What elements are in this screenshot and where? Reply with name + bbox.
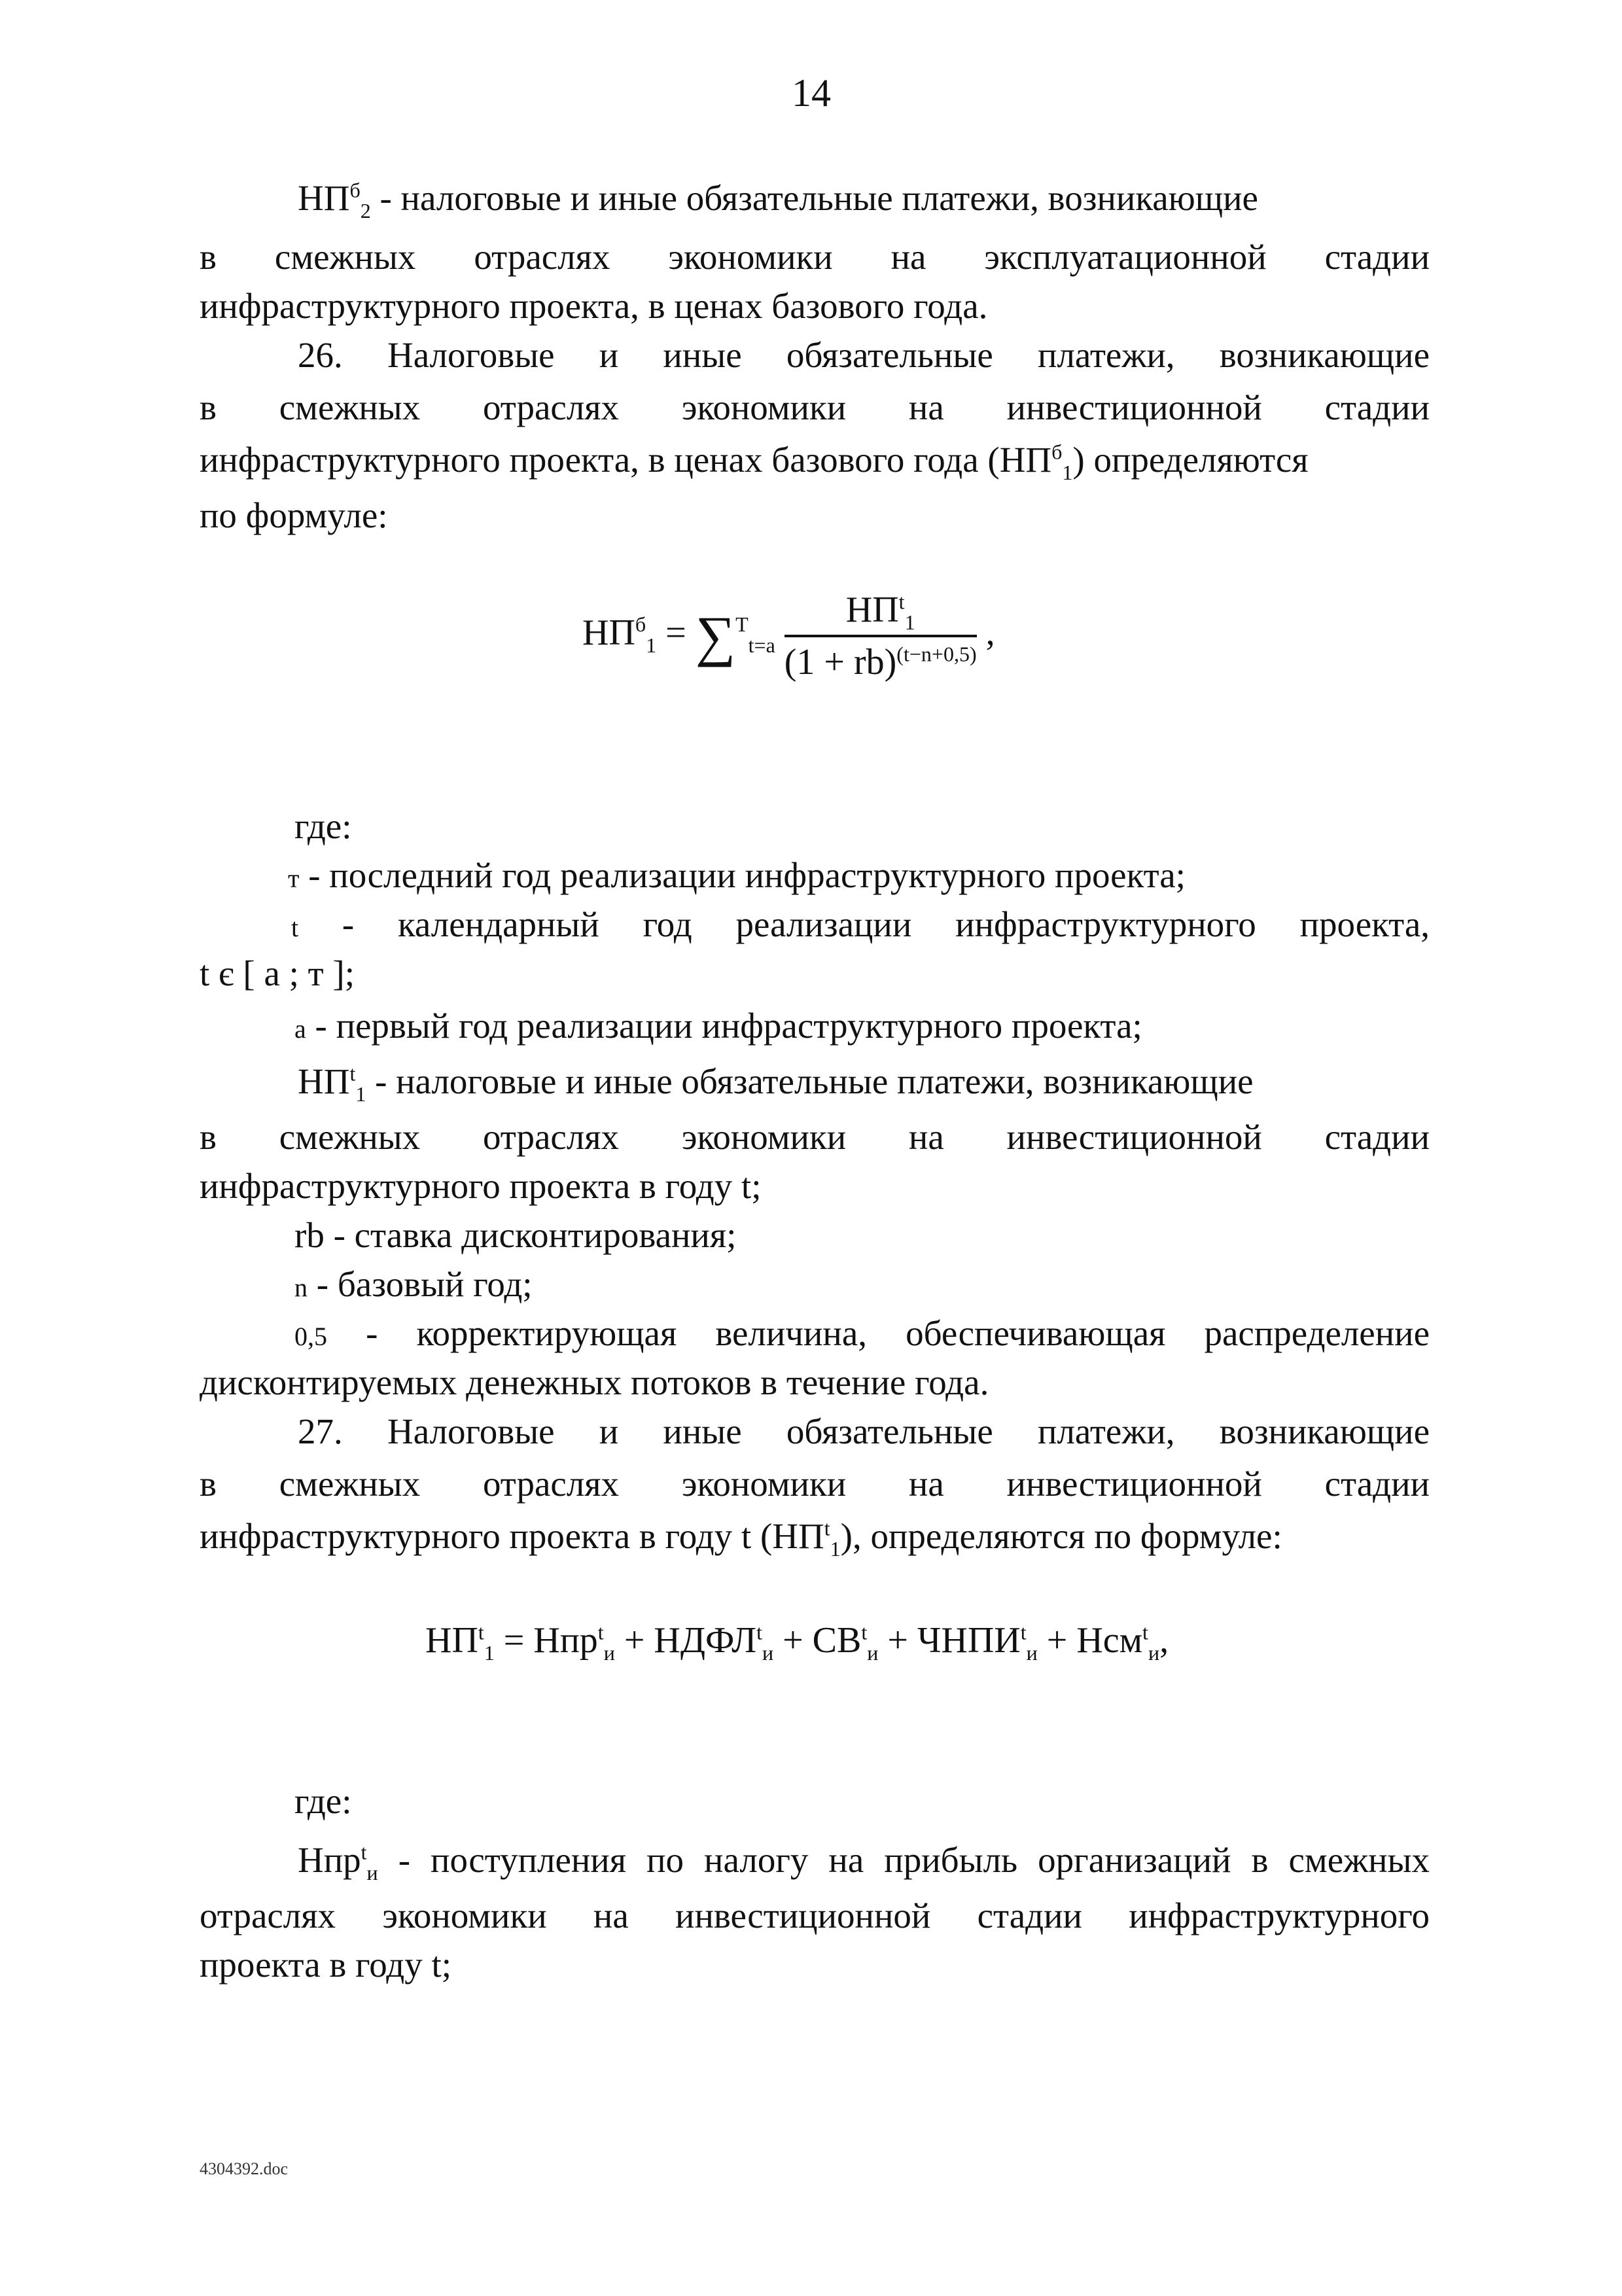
formula1-numerator [785,589,977,637]
formula2-eq: = [494,1620,534,1661]
np2-symbol: НП [298,178,350,218]
where1-np-line2: в смежных отраслях экономики на инвестиционной стадии [200,1117,1430,1157]
term-sv-sub: и [867,1641,879,1665]
npr-sup: t [361,1840,367,1864]
p26-line3-b: ) определяются [1072,440,1309,480]
plus-2: + [773,1620,813,1661]
p27-line3-a: инфраструктурного проекта в году t ( [200,1516,773,1556]
formula1-den-exp: (t−n+0,5) [896,642,977,666]
where2-npr [298,1839,1430,1882]
term-ndfl-sub: и [762,1641,774,1665]
formula1-denominator [785,637,977,683]
where1-T [288,854,1430,900]
formula1-lhs-sup: б [635,612,646,637]
term-chnpi: ЧНПИ [917,1620,1021,1661]
where1-t [291,903,1430,949]
a-symbol: a [294,1014,306,1044]
p1-line3: инфраструктурного проекта, в ценах базового года. [200,286,988,326]
p26-line4: по формуле: [200,495,388,535]
formula1-eq: = [665,612,686,653]
np2-sub: 2 [360,199,371,222]
T-symbol: т [288,864,300,893]
p26-line1: 26. Налоговые и иные обязательные платежи, возникающие [298,335,1430,375]
t-symbol: t [291,913,299,942]
formula1-lhs-sub: 1 [646,633,657,658]
n-text: - базовый год; [308,1264,533,1304]
where1-np [298,1060,1430,1106]
plus-1: + [614,1620,654,1661]
plus-3: + [878,1620,917,1661]
p27-line3 [200,1515,1430,1561]
npr-text: - поступления по налогу на прибыль организаций в смежных [378,1840,1430,1880]
p26-line3 [200,438,1430,482]
p26-line3-a: инфраструктурного проекта, в ценах базового года ( [200,440,1000,480]
term-npr-sup: t [597,1620,604,1644]
term-chnpi-sub: и [1026,1641,1038,1665]
formula1-num-sub: 1 [904,610,915,635]
term-sv: СВ [812,1620,862,1661]
where1-a [294,1004,1525,1051]
term-ndfl-sup: t [756,1620,762,1644]
formula-1 [582,589,995,683]
np2-sup: б [349,178,361,202]
a-text: - первый год реализации инфраструктурного проекта; [306,1006,1142,1046]
where1-t-range: t є [ a ; т ]; [200,953,355,993]
p27-line2: в смежных отраслях экономики на инвестиционной стадии [200,1464,1430,1504]
p27-line3-b: ), определяются по формуле: [840,1516,1282,1556]
p1-line1 [298,177,1430,220]
plus-4: + [1037,1620,1077,1661]
np1t-sup-2: t [824,1516,830,1540]
npr-sub: и [366,1861,378,1884]
np1t-symbol-2: НП [772,1516,824,1556]
formula1-num-sup: t [898,590,905,614]
where1-np-line3: инфраструктурного проекта в году t; [200,1166,762,1206]
footer-filename: 4304392.doc [200,2159,289,2178]
term-sv-sup: t [861,1620,868,1644]
npr-symbol: Нпр [298,1840,361,1880]
where2-gde: где: [294,1781,352,1821]
np1t-sub-2: 1 [830,1537,841,1561]
np1b-sup: б [1051,440,1063,464]
formula1-lhs: НП [582,612,635,653]
term-nsm-sup: t [1142,1620,1148,1644]
np1b-sub: 1 [1062,461,1073,484]
formula1-den-base: (1 + rb) [784,642,897,682]
formula-2 [425,1619,1169,1665]
np1t-text: - налоговые и иные обязательные платежи, возникающие [366,1061,1254,1101]
where1-n [294,1263,1525,1309]
sigma-sub: t=a [748,633,775,658]
formula2-lhs: НП [425,1620,478,1661]
n-symbol: n [294,1273,308,1302]
formula2-lhs-sup: t [478,1620,484,1644]
np1b-symbol: НП [999,440,1052,480]
formula2-lhs-sub: 1 [484,1641,495,1665]
term-ndfl: НДФЛ [654,1620,757,1661]
t-text: - календарный год реализации инфраструктурного проекта, [298,904,1430,944]
where1-rb: rb - ставка дисконтирования; [294,1215,737,1255]
T-text: - последний год реализации инфраструктурного проекта; [299,855,1186,895]
term-nsm-sub: и [1148,1641,1160,1665]
formula1-num-sym: НП [845,590,899,630]
where2-line2: отраслях экономики на инвестиционной стадии инфраструктурного [200,1896,1430,1935]
p26-line2: в смежных отраслях экономики на инвестиционной стадии [200,387,1430,427]
term-nsm: Нсм [1076,1620,1143,1661]
where1-gde: где: [294,806,352,846]
where1-c-line2: дисконтируемых денежных потоков в течение года. [200,1362,989,1402]
formula2-comma: , [1159,1620,1169,1661]
where2-line3: проекта в году t; [200,1945,451,1985]
c-text: - корректирующая величина, обеспечивающая распределение [327,1313,1430,1353]
formula1-fraction [785,589,977,683]
c-symbol: 0,5 [294,1322,327,1351]
np1t-sub: 1 [355,1082,366,1106]
np1t-symbol: НП [298,1061,350,1101]
np1t-sup: t [349,1061,356,1086]
page-number: 14 [792,71,831,115]
p1-line2: в смежных отраслях экономики на эксплуатационной стадии [200,237,1430,277]
sigma-symbol: ∑ [695,605,736,667]
term-chnpi-sup: t [1020,1620,1027,1644]
term-npr: Нпр [533,1620,598,1661]
term-npr-sub: и [603,1641,615,1665]
sigma-sup: T [735,612,749,637]
formula1-comma: , [985,612,995,653]
p1-line1-text: - налоговые и иные обязательные платежи, возникающие [370,178,1258,218]
where1-c [294,1312,1430,1358]
p27-line1: 27. Налоговые и иные обязательные платежи, возникающие [298,1411,1430,1451]
